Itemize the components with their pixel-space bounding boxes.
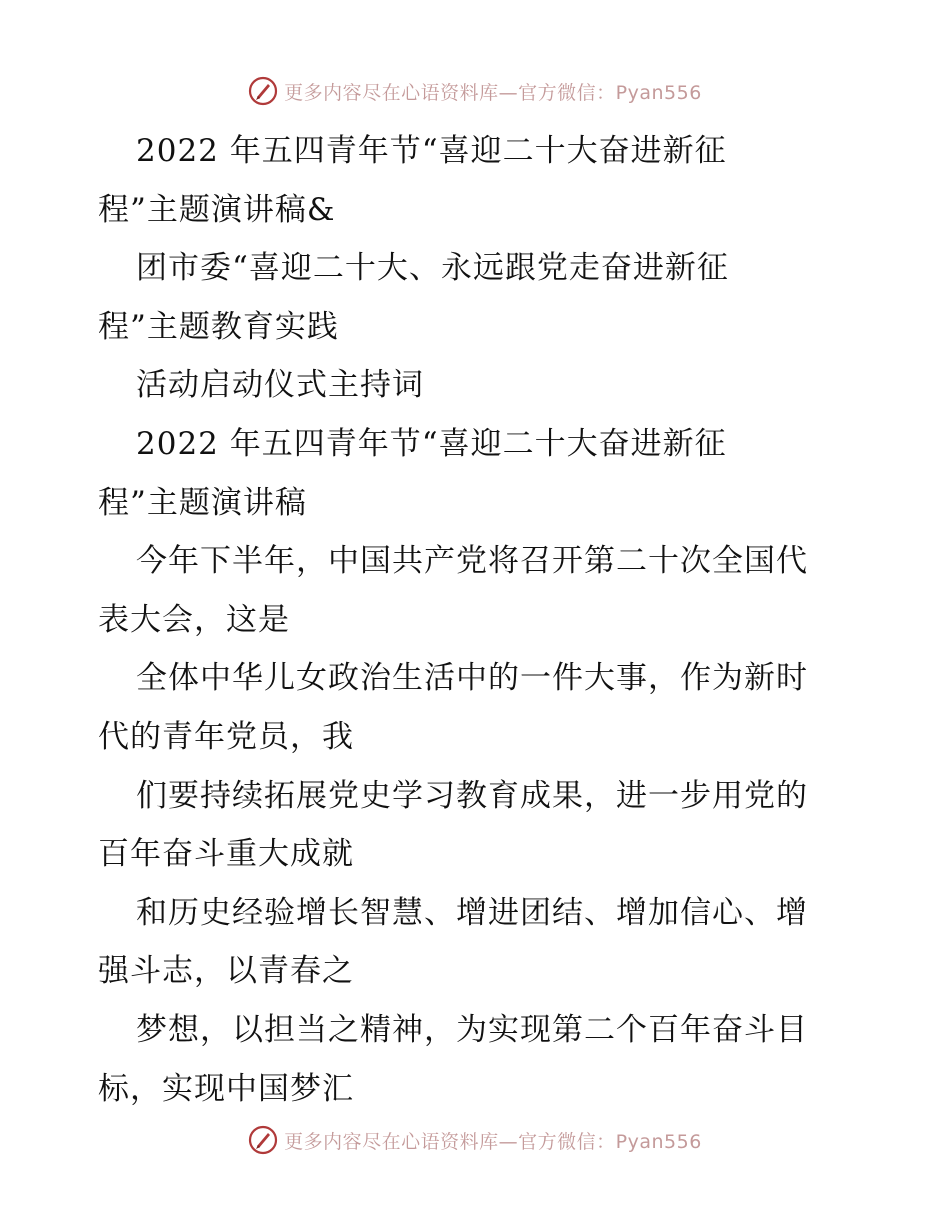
text-line: 标，实现中国梦汇 bbox=[98, 1070, 354, 1107]
text-line: 表大会，这是 bbox=[98, 601, 290, 638]
text-line: 梦想，以担当之精神，为实现第二个百年奋斗目 bbox=[136, 1011, 808, 1048]
text-line: 活动启动仪式主持词 bbox=[136, 367, 424, 404]
text-line: 代的青年党员，我 bbox=[98, 718, 354, 755]
text-line: 全体中华儿女政治生活中的一件大事，作为新时 bbox=[136, 660, 808, 697]
text-line: 们要持续拓展党史学习教育成果，进一步用党的 bbox=[136, 777, 808, 814]
text-line: 和历史经验增长智慧、增进团结、增加信心、增 bbox=[136, 894, 808, 931]
text-line: 今年下半年，中国共产党将召开第二十次全国代 bbox=[136, 543, 808, 580]
text-line: 程”主题教育实践 bbox=[98, 308, 339, 345]
quill-pen-logo-icon bbox=[248, 1125, 278, 1155]
text-line: 2022 年五四青年节“喜迎二十大奋进新征 bbox=[136, 133, 727, 169]
text-line: 程”主题演讲稿& bbox=[98, 191, 336, 228]
text-line: 强斗志，以青春之 bbox=[98, 953, 354, 990]
text-line: 2022 年五四青年节“喜迎二十大奋进新征 bbox=[136, 425, 727, 462]
text-line: 程”主题演讲稿 bbox=[98, 484, 307, 521]
footer-banner bbox=[0, 1120, 950, 1160]
text-line: 百年奋斗重大成就 bbox=[98, 836, 354, 873]
document-body bbox=[98, 122, 858, 1118]
footer-banner-text: 更多内容尽在心语资料库—官方微信：Pyan556 bbox=[284, 1130, 702, 1153]
text-line: 团市委“喜迎二十大、永远跟党走奋进新征 bbox=[136, 250, 729, 287]
quill-pen-logo-icon bbox=[248, 76, 278, 106]
header-banner bbox=[0, 71, 950, 111]
header-banner-text: 更多内容尽在心语资料库—官方微信：Pyan556 bbox=[284, 81, 702, 104]
